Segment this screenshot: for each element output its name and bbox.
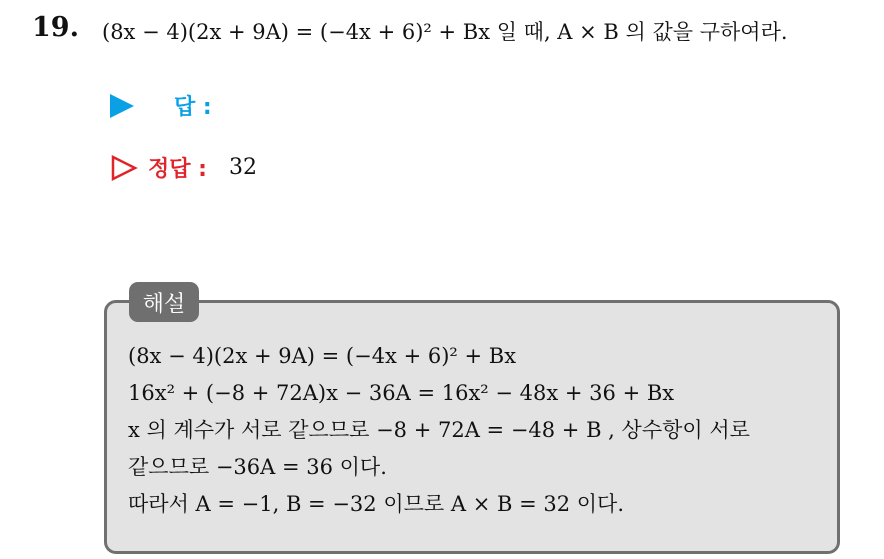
solution-tab: 해설 [129,282,199,322]
correct-answer-row [110,152,257,183]
solution-body [128,338,750,523]
question-number: 19. [32,12,79,43]
solution-line: 같으므로 −36A = 36 이다. [128,455,387,479]
play-triangle-icon [110,94,134,118]
outline-triangle-icon [110,154,138,182]
solution-line: (8x − 4)(2x + 9A) = (−4x + 6)² + Bx [128,344,517,368]
solution-line: x 의 계수가 서로 같으므로 −8 + 72A = −48 + B , 상수항이 서로 [128,418,750,442]
answer-row [110,90,212,121]
solution-line: 16x² + (−8 + 72A)x − 36A = 16x² − 48x + 36 + Bx [128,381,675,405]
solution-line: 따라서 A = −1, B = −32 이므로 A × B = 32 이다. [128,492,624,516]
answer-label: 답 : [174,95,212,120]
correct-answer-label: 정답 : [148,157,207,182]
question-text: (8x − 4)(2x + 9A) = (−4x + 6)² + Bx 일 때, A × B 의 값을 구하여라. [102,20,788,44]
correct-answer-value: 32 [228,155,257,180]
